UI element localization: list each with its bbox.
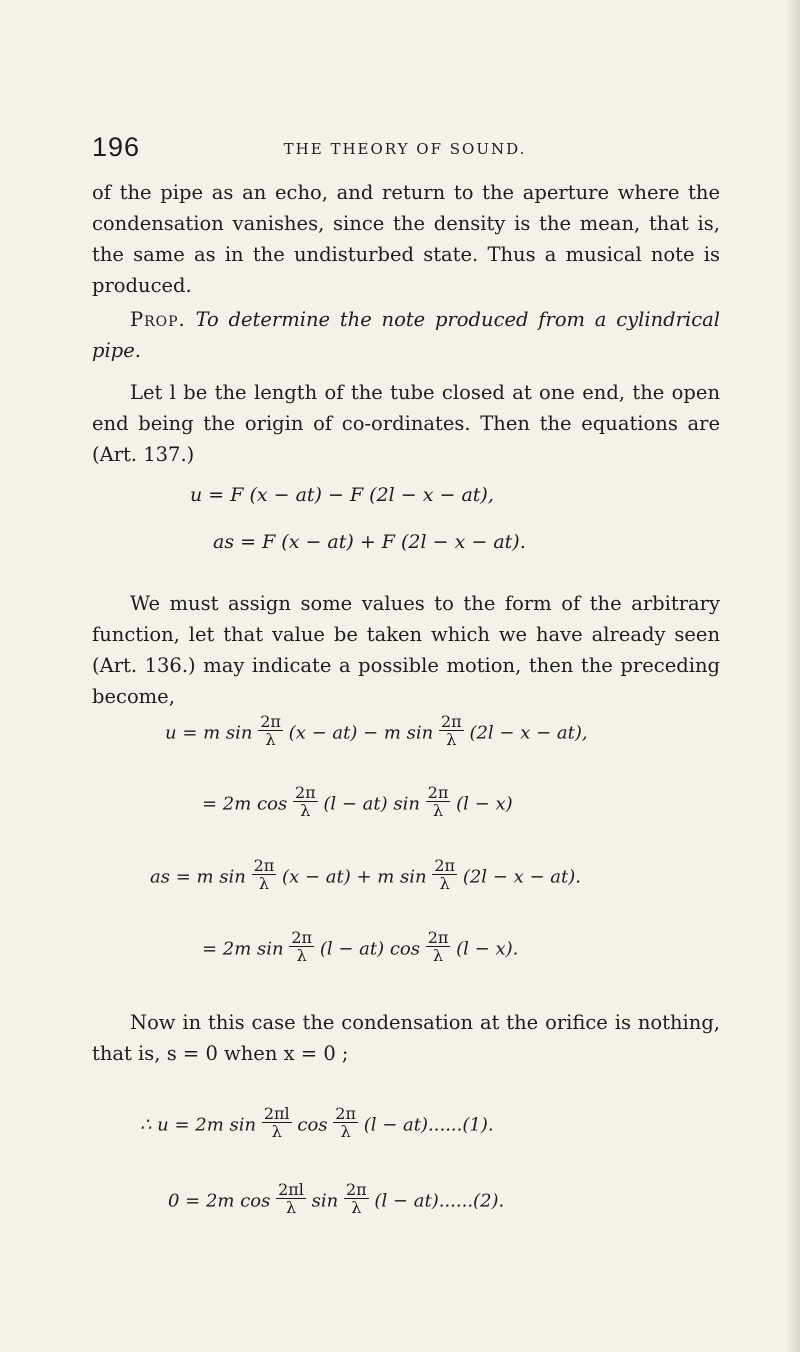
fraction bbox=[293, 784, 318, 819]
running-head: THE THEORY OF SOUND. bbox=[283, 140, 527, 158]
paragraph-2-text: Let l be the length of the tube closed at one end, the open end being the origin of co-ordinates. Then the equations are (Art. 137.) bbox=[92, 381, 720, 466]
fraction-denominator: λ bbox=[262, 1122, 292, 1140]
eq-u2-lhs: = 2m cos bbox=[202, 793, 288, 815]
paragraph-1-text: of the pipe as an echo, and return to the aperture where the condensation vanishes, since the density is the mean, that is, the same as in the undisturbed state. Thus a musical note is produced. bbox=[92, 181, 720, 297]
fraction bbox=[258, 713, 283, 748]
fraction bbox=[426, 929, 451, 964]
equation-1 bbox=[140, 1104, 494, 1143]
fraction bbox=[344, 1181, 369, 1216]
fraction bbox=[252, 857, 277, 892]
fraction-numerator: 2π bbox=[253, 856, 275, 875]
eq-s2-lhs: = 2m sin bbox=[202, 938, 284, 960]
paragraph-1 bbox=[92, 177, 720, 301]
equation-as-sin bbox=[150, 856, 581, 895]
fraction-numerator: 2π bbox=[441, 712, 462, 731]
fraction bbox=[276, 1181, 306, 1216]
fraction-denominator: λ bbox=[289, 946, 314, 964]
fraction bbox=[289, 929, 314, 964]
paragraph-3 bbox=[92, 588, 720, 712]
fraction-denominator: λ bbox=[333, 1122, 358, 1140]
fraction-numerator: 2π bbox=[434, 856, 456, 875]
eq-u2-mid: (l − at) sin bbox=[323, 793, 420, 815]
eq-1-mid: cos bbox=[297, 1114, 328, 1136]
fraction-denominator: λ bbox=[293, 801, 318, 819]
fraction bbox=[262, 1105, 292, 1140]
fraction-numerator: 2π bbox=[345, 1180, 367, 1199]
fraction-numerator: 2πl bbox=[278, 1180, 304, 1199]
eq-s-mid: (x − at) + m sin bbox=[282, 866, 427, 888]
fraction-numerator: 2π bbox=[260, 712, 281, 731]
eq-u-lhs: u = m sin bbox=[165, 722, 253, 744]
eq-u2-rhs: (l − x) bbox=[456, 793, 513, 815]
page-edge-shadow bbox=[786, 0, 800, 1352]
equation-u-cos bbox=[202, 783, 513, 822]
proposition bbox=[92, 304, 720, 366]
fraction-numerator: 2πl bbox=[263, 1104, 290, 1123]
equation-as: as = F (x − at) + F (2l − x − at). bbox=[213, 531, 526, 553]
proposition-text bbox=[92, 304, 720, 366]
page-header bbox=[0, 132, 800, 172]
fraction-denominator: λ bbox=[276, 1198, 306, 1216]
proposition-label: Prop. bbox=[130, 308, 186, 331]
eq-2-rhs: (l − at)......(2). bbox=[374, 1190, 505, 1212]
eq-2-lhs: 0 = 2m cos bbox=[168, 1190, 271, 1212]
fraction-numerator: 2π bbox=[427, 783, 449, 802]
fraction-denominator: λ bbox=[439, 730, 464, 748]
equation-u: u = F (x − at) − F (2l − x − at), bbox=[190, 484, 494, 506]
equation-as-cos bbox=[202, 928, 519, 967]
fraction-denominator: λ bbox=[344, 1198, 369, 1216]
fraction-numerator: 2π bbox=[291, 928, 313, 947]
fraction-numerator: 2π bbox=[294, 783, 316, 802]
paragraph-4-text: Now in this case the condensation at the orifice is nothing, that is, s = 0 when x = 0 ; bbox=[92, 1011, 720, 1065]
eq-u-rhs: (2l − x − at), bbox=[469, 722, 588, 744]
fraction-numerator: 2π bbox=[335, 1104, 356, 1123]
fraction-denominator: λ bbox=[426, 801, 451, 819]
paragraph-4 bbox=[92, 1007, 720, 1069]
fraction-denominator: λ bbox=[426, 946, 451, 964]
fraction bbox=[432, 857, 457, 892]
eq-s2-mid: (l − at) cos bbox=[319, 938, 420, 960]
proposition-title: To determine the note produced from a cylindrical pipe. bbox=[92, 308, 720, 362]
fraction-denominator: λ bbox=[258, 730, 283, 748]
paragraph-3-text: We must assign some values to the form of the arbitrary function, let that value be taken which we have already seen (Art. 136.) may indicate a possible motion, then the preceding become, bbox=[92, 592, 720, 708]
eq-s-rhs: (2l − x − at). bbox=[462, 866, 581, 888]
fraction-denominator: λ bbox=[252, 874, 277, 892]
fraction bbox=[439, 713, 464, 748]
eq-2-mid: sin bbox=[311, 1190, 339, 1212]
eq-s2-rhs: (l − x). bbox=[456, 938, 519, 960]
equation-u-sin bbox=[165, 712, 588, 751]
fraction bbox=[333, 1105, 358, 1140]
equation-2 bbox=[168, 1180, 505, 1219]
eq-1-rhs: (l − at)......(1). bbox=[363, 1114, 494, 1136]
eq-1-lhs: ∴ u = 2m sin bbox=[140, 1114, 257, 1136]
eq-s-lhs: as = m sin bbox=[150, 866, 246, 888]
fraction-numerator: 2π bbox=[427, 928, 449, 947]
fraction bbox=[426, 784, 451, 819]
eq-u-mid: (x − at) − m sin bbox=[288, 722, 434, 744]
paragraph-2 bbox=[92, 377, 720, 470]
page-number: 196 bbox=[92, 132, 141, 162]
fraction-denominator: λ bbox=[432, 874, 457, 892]
